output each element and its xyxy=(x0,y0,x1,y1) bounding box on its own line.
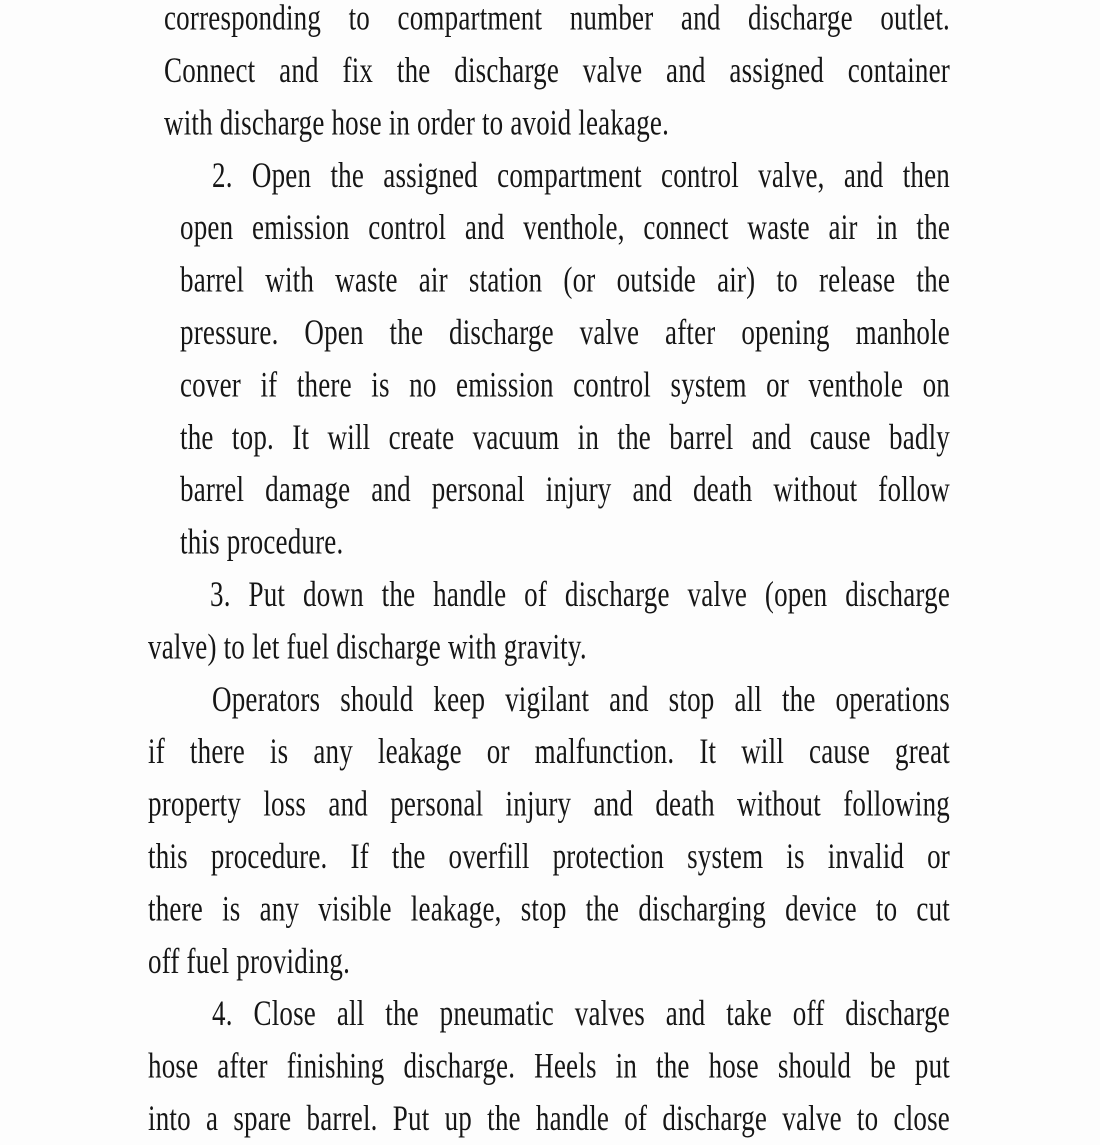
text-line: Operators should keep vigilant and stop all the operations xyxy=(212,678,950,719)
text-line: there is any visible leakage, stop the discharging device to cut xyxy=(148,888,950,929)
text-line: barrel with waste air station (or outside air) to release the xyxy=(180,259,950,300)
text-line: valve) to let fuel discharge with gravity. xyxy=(148,626,587,667)
paragraph xyxy=(148,0,950,149)
text-line: into a spare barrel. Put up the handle of discharge valve to close xyxy=(148,1097,950,1139)
paragraph xyxy=(148,568,950,673)
text-line: with discharge hose in order to avoid leakage. xyxy=(164,102,670,143)
paragraph xyxy=(148,673,950,987)
text-line: cover if there is no emission control system or venthole on xyxy=(180,364,950,405)
text-line: pressure. Open the discharge valve after opening manhole xyxy=(180,311,950,353)
text-line: off fuel providing. xyxy=(148,940,351,981)
text-line: hose after finishing discharge. Heels in the hose should be put xyxy=(148,1045,950,1086)
text-line: open emission control and venthole, connect waste air in the xyxy=(180,206,950,248)
text-line: Connect and fix the discharge valve and assigned container xyxy=(164,49,950,91)
text-line: if there is any leakage or malfunction. It will cause great xyxy=(148,730,950,772)
text-line: 3. Put down the handle of discharge valve (open discharge xyxy=(210,573,950,615)
text-line: 2. Open the assigned compartment control valve, and then xyxy=(212,154,950,195)
text-line: this procedure. xyxy=(180,521,344,562)
text-line: property loss and personal injury and death without following xyxy=(148,783,950,824)
text-line: corresponding to compartment number and discharge outlet. xyxy=(164,0,950,38)
text-block xyxy=(148,0,950,1145)
text-line: this procedure. If the overfill protection system is invalid or xyxy=(148,835,950,877)
text-line: 4. Close all the pneumatic valves and take off discharge xyxy=(212,992,950,1034)
text-line: barrel damage and personal injury and death without follow xyxy=(180,468,950,510)
text-line: the top. It will create vacuum in the barrel and cause badly xyxy=(180,416,950,457)
paragraph xyxy=(148,149,950,568)
paragraph xyxy=(148,988,950,1145)
